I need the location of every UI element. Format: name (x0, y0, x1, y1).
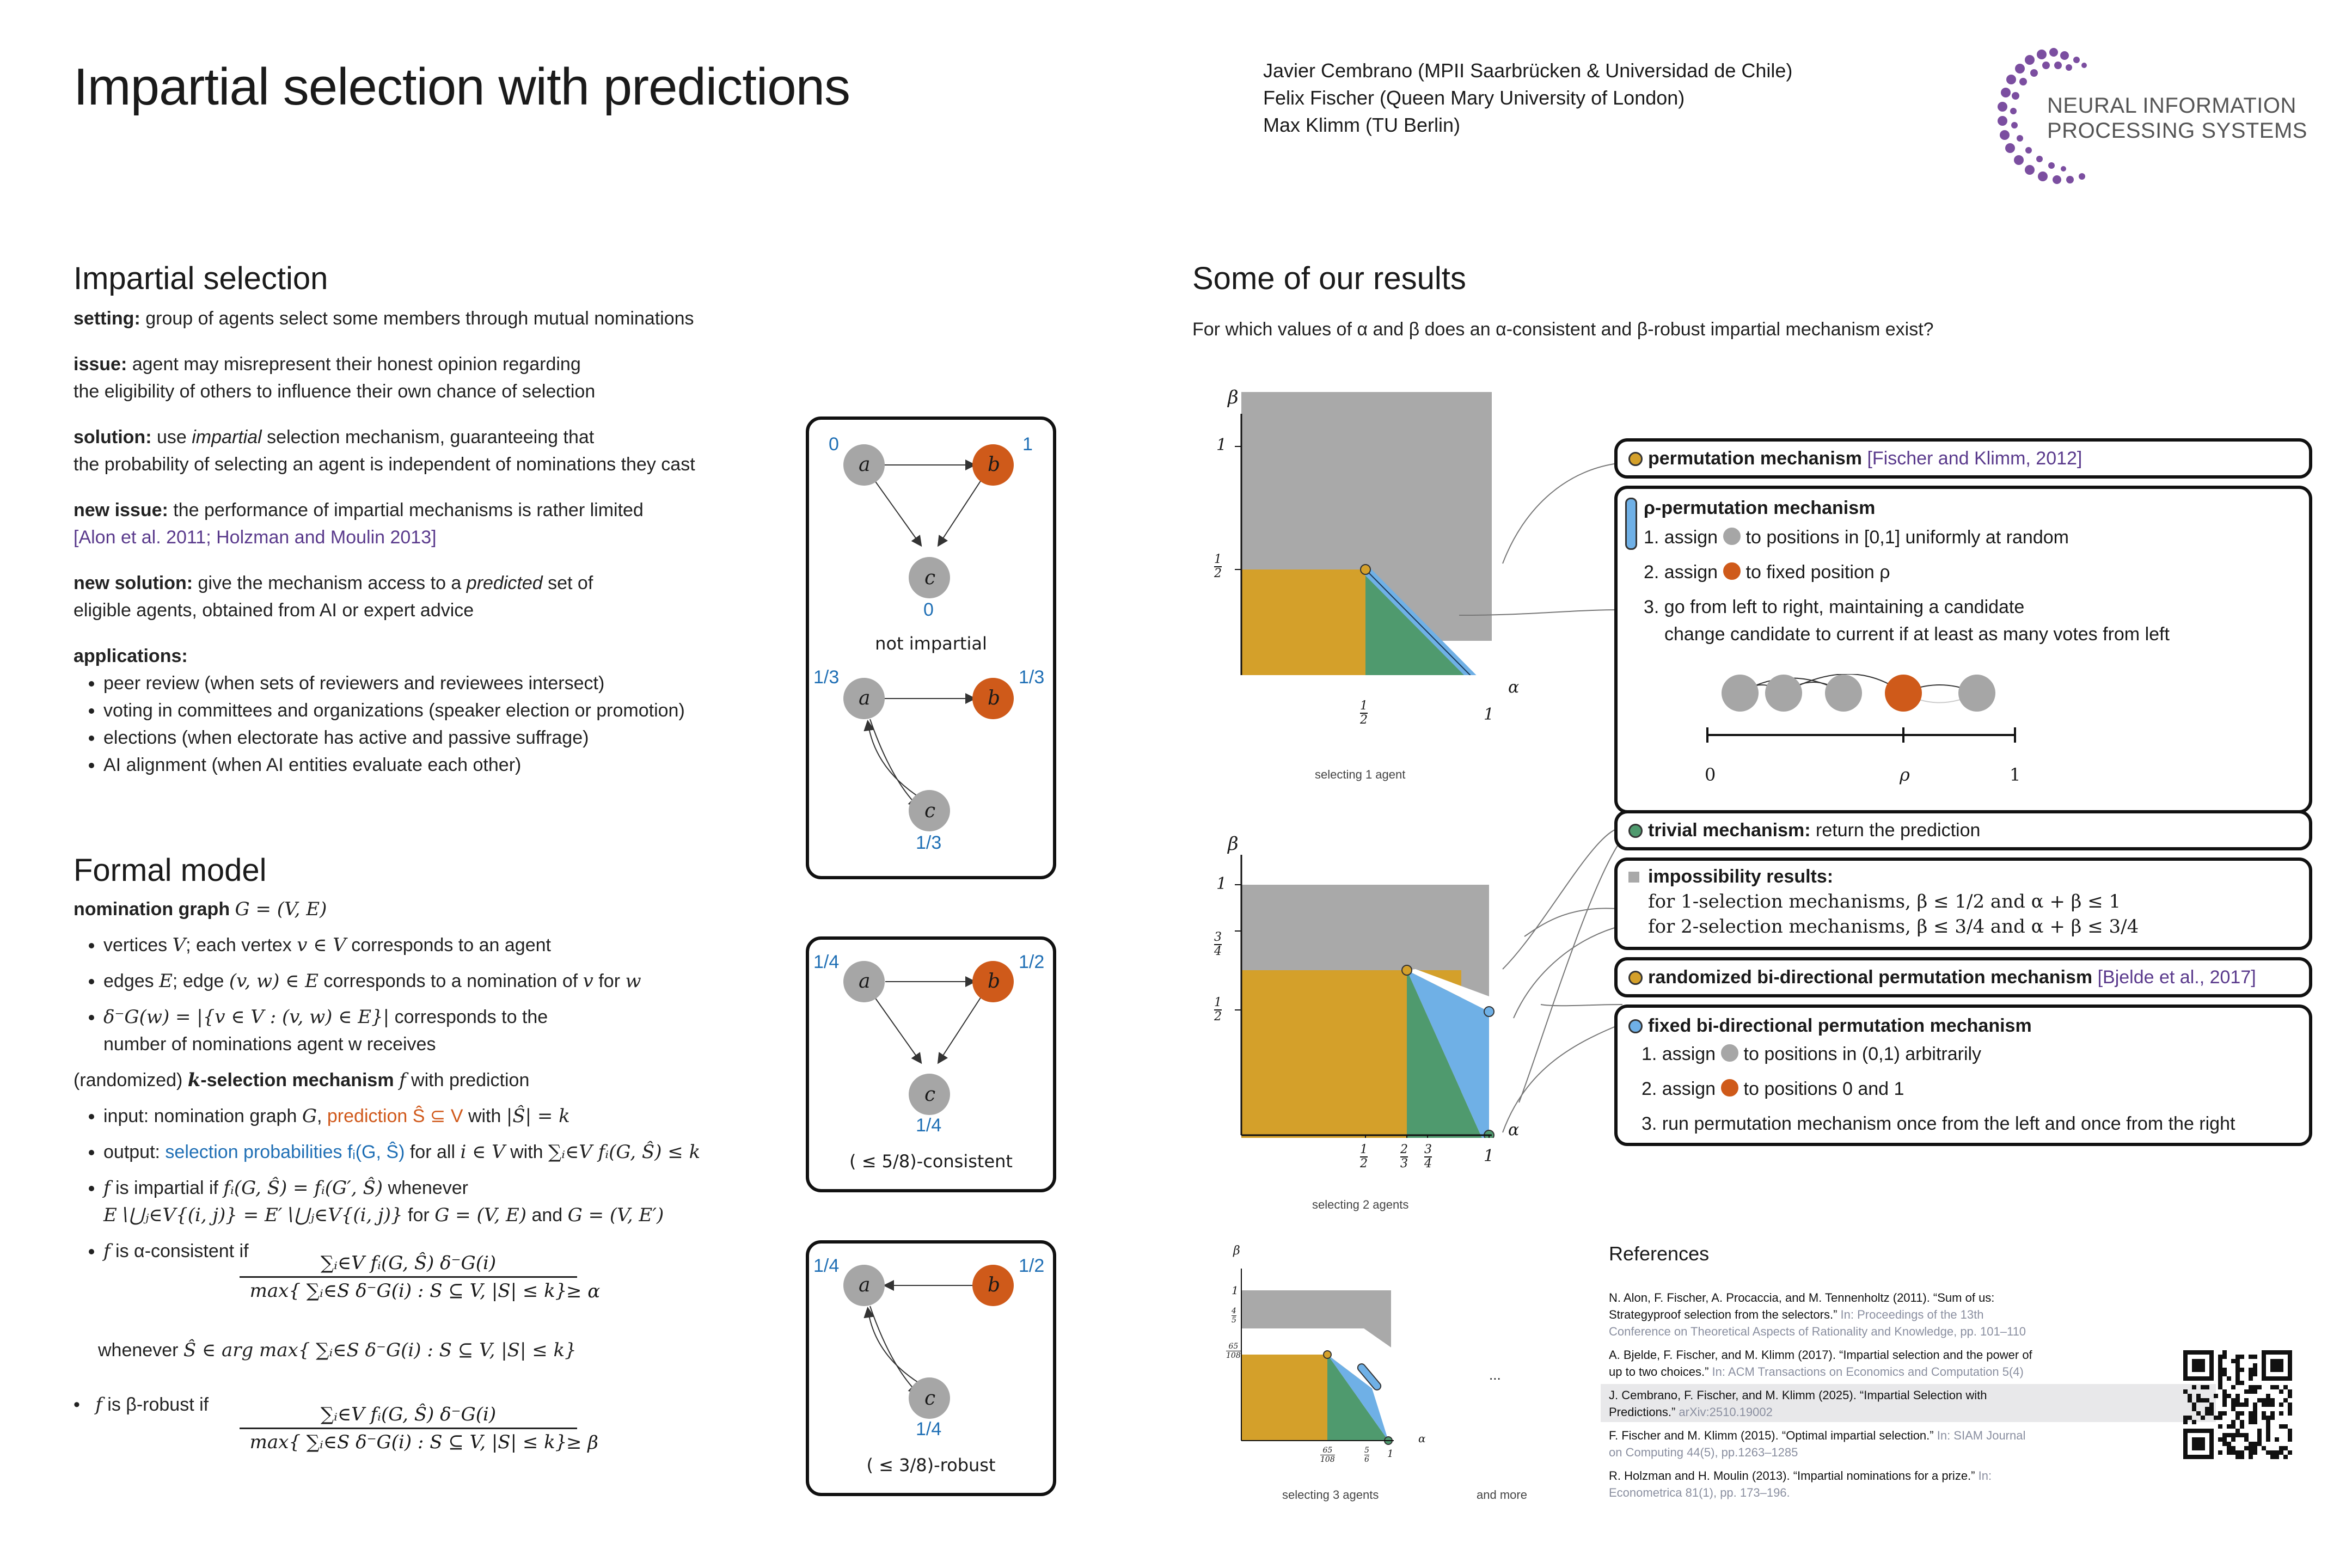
tick-label: 1 (1387, 1448, 1394, 1460)
author-1: Javier Cembrano (MPII Saarbrücken & Universidad de Chile) (1263, 59, 1793, 82)
consistency-bound: ≥ α (566, 1281, 601, 1302)
orange-node-icon (1721, 1079, 1738, 1097)
fbd-step-2: 2. assign to positions 0 and 1 (1641, 1079, 1904, 1099)
tick-label: 1 (1216, 874, 1227, 893)
new-solution-line-2: eligible agents, obtained from AI or expert advice (74, 600, 474, 621)
prob-b: 1/3 (1019, 667, 1045, 688)
poster-title: Impartial selection with predictions (74, 58, 850, 116)
impossibility-box: impossibility results: for 1-selection mechanisms, β ≤ 1/2 and α + β ≤ 1 for 2-selection mechanisms, β ≤ 3/4 and α + β ≤ 3/4 (1614, 857, 2312, 950)
prob-c: 0 (923, 599, 934, 620)
list-item: • input: nomination graph G, prediction Ŝ ⊆ V with |Ŝ| = k (103, 1102, 792, 1130)
reference-item[interactable]: R. Holzman and H. Moulin (2013). “Impartial nominations for a prize.” In: Econometrica 81(1), pp. 173–196. (1609, 1469, 1992, 1499)
issue-line: issue: agent may misrepresent their honest opinion regarding (74, 354, 581, 375)
rho-permutation-box (1614, 486, 2312, 813)
node-a-letter: a (859, 1274, 871, 1296)
node-c-letter: c (924, 1083, 936, 1106)
gold-dot-icon (1628, 452, 1643, 466)
author-list (1263, 57, 1792, 139)
references-heading: References (1609, 1242, 1710, 1265)
reference-item[interactable]: A. Bjelde, F. Fischer, and M. Klimm (2017). “Impartial selection and the power of up to two choices.” In: ACM Transactions on Economics and Computation 5(4) (1609, 1348, 2032, 1379)
tick-label: 1 2 (1360, 1143, 1368, 1171)
references-list (1609, 1289, 2142, 1501)
tick-label: 65 108 (1226, 1342, 1241, 1360)
list-item: • vertices V; each vertex v ∈ V corresponds to an agent (103, 932, 792, 959)
graph-panel-impartiality (806, 416, 1056, 879)
logo-line-2: PROCESSING SYSTEMS (2047, 119, 2307, 143)
fraction-numerator: ∑ᵢ∈V fᵢ(G, Ŝ) δ⁻G(i) (240, 1252, 577, 1278)
reference-item[interactable]: N. Alon, F. Fischer, A. Procaccia, and M. Tennenholtz (2011). “Sum of us: Strategyproof selection from the selectors.” In: Proceedings of the 13th Conference on Theoretical Aspects of Rationality and Knowledge, pp. 101–110 (1609, 1291, 2026, 1338)
qr-code[interactable] (2183, 1350, 2292, 1459)
node-a-letter: a (859, 454, 871, 476)
nomination-graph-line: nomination graph G = (V, E) (74, 898, 327, 920)
consistency-fraction (240, 1252, 577, 1302)
plot-caption: selecting 3 agents (1282, 1488, 1379, 1502)
plot-caption: selecting 2 agents (1312, 1198, 1409, 1211)
tick-label: 5 6 (1364, 1446, 1369, 1464)
node-a-letter: a (859, 970, 871, 993)
permutation-mechanism-box: permutation mechanism [Fischer and Klimm, 2012] (1614, 438, 2312, 479)
fbd-step-3: 3. run permutation mechanism once from the left and once from the right (1641, 1113, 2235, 1134)
tick-label: 1 2 (1214, 553, 1222, 580)
trivial-mechanism-box: trivial mechanism: return the prediction (1614, 810, 2312, 850)
randomized-bd-box: randomized bi-directional permutation mechanism [Bjelde et al., 2017] (1614, 957, 2312, 997)
green-dot-icon (1628, 824, 1643, 838)
tick-label: 65 108 (1320, 1446, 1335, 1464)
new-issue-line: new issue: the performance of impartial mechanisms is rather limited (74, 500, 644, 520)
axis-rho: ρ (1900, 764, 1910, 785)
consistency-whenever: whenever Ŝ ∈ arg max{ ∑ᵢ∈S δ⁻G(i) : S ⊆ V, |S| ≤ k} (98, 1339, 577, 1361)
tick-label: 1 (1484, 1147, 1494, 1166)
prob-a: 1/3 (813, 667, 840, 688)
axis-one: 1 (2010, 764, 2021, 785)
formal-text-block (74, 896, 792, 1265)
tick-label: 1 (1216, 436, 1227, 455)
graph-caption: ( ≤ 3/8)-robust (866, 1455, 996, 1475)
node-b-letter: b (988, 687, 1001, 709)
gray-nodes-icon (1723, 528, 1741, 545)
list-item: • voting in committees and organizations (speaker election or promotion) (103, 697, 781, 724)
gold-dot-icon (1628, 971, 1643, 985)
rho-step-2: 2. assign to fixed position ρ (1644, 562, 1890, 583)
section-heading-formal: Formal model (74, 853, 267, 888)
axis-label-alpha: α (1508, 678, 1520, 697)
list-item: • f is α-consistent if (103, 1238, 792, 1265)
rho-step-1: 1. assign to positions in [0,1] uniformly at random (1644, 527, 2069, 548)
fraction-denominator: max{ ∑ᵢ∈S δ⁻G(i) : S ⊆ V, |S| ≤ k} (249, 1280, 567, 1302)
impossibility-line-1: for 1-selection mechanisms, β ≤ 1/2 and α + β ≤ 1 (1648, 891, 2121, 912)
issue-line-2: the eligibility of others to influence their own chance of selection (74, 381, 596, 402)
reference-item[interactable]: F. Fischer and M. Klimm (2015). “Optimal impartial selection.” In: SIAM Journal on Computing 44(5), pp.1263–1285 (1609, 1429, 2026, 1459)
tick-label: 1 2 (1214, 996, 1222, 1024)
tick-label: 3 4 (1214, 930, 1222, 958)
prob-b: 1/2 (1019, 1255, 1045, 1276)
selection-mechanism-line: (randomized) k-selection mechanism f with prediction (74, 1069, 530, 1091)
prob-b: 1 (1022, 434, 1033, 455)
prob-c: 1/3 (916, 832, 942, 853)
impartial-text-block (74, 305, 781, 779)
author-3: Max Klimm (TU Berlin) (1263, 114, 1461, 136)
rho-step-3: 3. go from left to right, maintaining a candidate (1644, 597, 2025, 617)
list-item: • edges E; edge (v, w) ∈ E corresponds to a nomination of v for w (103, 967, 792, 995)
axis-label-beta: β (1233, 1244, 1240, 1258)
fbd-step-1: 1. assign to positions in (0,1) arbitrarily (1641, 1044, 1982, 1064)
graph-caption: not impartial (875, 633, 987, 654)
robust-bound: ≥ β (566, 1432, 598, 1454)
node-b-letter: b (988, 970, 1001, 993)
tick-label: 1 2 (1360, 699, 1368, 727)
more-dots: ... (1489, 1367, 1501, 1383)
axis-label-alpha: α (1508, 1120, 1520, 1140)
new-solution-line: new solution: give the mechanism access to a predicted set of (74, 573, 593, 593)
gray-nodes-icon (1721, 1044, 1738, 1062)
graph-panel-consistent (806, 936, 1056, 1192)
axis-label-alpha: α (1418, 1432, 1426, 1445)
gray-square-icon (1628, 872, 1639, 883)
node-c-letter: c (924, 567, 936, 589)
section-heading-results: Some of our results (1192, 261, 1466, 296)
tick-label: 3 4 (1424, 1143, 1432, 1171)
node-b-letter: b (988, 1274, 1001, 1296)
list-item: • peer review (when sets of reviewers and reviewees intersect) (103, 670, 781, 697)
node-c-letter: c (924, 800, 936, 822)
plot-caption: selecting 1 agent (1315, 768, 1406, 781)
list-item: • AI alignment (when AI entities evaluate each other) (103, 751, 781, 779)
axis-zero: 0 (1705, 764, 1716, 785)
node-c-letter: c (924, 1387, 936, 1410)
fraction-numerator: ∑ᵢ∈V fᵢ(G, Ŝ) δ⁻G(i) (240, 1404, 577, 1429)
tick-label: 4 5 (1232, 1307, 1236, 1325)
prob-c: 1/4 (916, 1419, 942, 1440)
list-item: • f is impartial if fᵢ(G, Ŝ) = fᵢ(G′, Ŝ) whenever E∖⋃ⱼ∈V{(i, j)} = E′∖⋃ⱼ∈V{(i, j)} for G = (V, E) and G = (V, E′) (103, 1174, 792, 1229)
graph-panel-robust (806, 1240, 1056, 1496)
rho-title: ρ-permutation mechanism (1644, 498, 1876, 518)
list-item: • output: selection probabilities fᵢ(G, Ŝ) for all i ∈ V with ∑ᵢ∈V fᵢ(G, Ŝ) ≤ k (103, 1138, 792, 1166)
fixed-bd-box: fixed bi-directional permutation mechanism 1. assign to positions in (0,1) arbitrarily 2. assign to positions 0 and 1 3. run permutation mechanism once from the left and once from the right (1614, 1004, 2312, 1146)
list-item: • elections (when electorate has active and passive suffrage) (103, 724, 781, 751)
blue-bar-icon (1625, 498, 1637, 550)
axis-label-beta: β (1228, 387, 1239, 408)
more-caption: and more (1477, 1488, 1527, 1502)
prob-a: 1/4 (813, 952, 840, 972)
node-b-letter: b (988, 454, 1001, 476)
section-heading-impartial: Impartial selection (74, 261, 328, 296)
tick-label: 2 3 (1400, 1143, 1408, 1171)
node-a-letter: a (859, 687, 871, 709)
prob-a: 1/4 (813, 1255, 840, 1276)
blue-dot-icon (1628, 1019, 1643, 1033)
applications-list (74, 670, 781, 779)
impossibility-line-2: for 2-selection mechanisms, β ≤ 3/4 and α + β ≤ 3/4 (1648, 916, 2139, 938)
solution-line-2: the probability of selecting an agent is independent of nominations they cast (74, 454, 695, 475)
solution-line: solution: use impartial selection mechanism, guaranteeing that (74, 427, 595, 448)
setting-line: setting: group of agents select some members through mutual nominations (74, 308, 694, 329)
author-2: Felix Fischer (Queen Mary University of London) (1263, 87, 1685, 109)
tick-label: 1 (1484, 705, 1494, 724)
new-issue-citation[interactable]: [Alon et al. 2011; Holzman and Moulin 2013] (74, 527, 437, 548)
applications-label: applications: (74, 646, 188, 666)
robust-line: • f is β-robust if (74, 1394, 209, 1416)
reference-item[interactable]: J. Cembrano, F. Fischer, and M. Klimm (2025). “Impartial Selection with Predictions.” arXiv:2510.19002 (1609, 1388, 1987, 1419)
neurips-logo (1982, 44, 2330, 196)
list-item: • δ⁻G(w) = |{v ∈ V : (v, w) ∈ E}| corresponds to the number of nominations agent w receives (103, 1003, 792, 1058)
axis-label-beta: β (1228, 833, 1239, 855)
fraction-denominator: max{ ∑ᵢ∈S δ⁻G(i) : S ⊆ V, |S| ≤ k} (249, 1431, 567, 1453)
logo-line-1: NEURAL INFORMATION (2047, 94, 2296, 118)
rho-step-3b: change candidate to current if at least as many votes from left (1664, 624, 2170, 645)
orange-node-icon (1723, 562, 1741, 580)
prob-b: 1/2 (1019, 952, 1045, 972)
prob-c: 1/4 (916, 1115, 942, 1136)
results-question: For which values of α and β does an α-consistent and β-robust impartial mechanism exist? (1192, 319, 1934, 340)
graph-caption: ( ≤ 5/8)-consistent (849, 1151, 1013, 1172)
robust-fraction (240, 1404, 577, 1453)
rho-line-diagram (1699, 674, 2244, 772)
prob-a: 0 (829, 434, 839, 455)
permutation-region (1241, 569, 1365, 675)
tick-label: 1 (1232, 1284, 1239, 1297)
